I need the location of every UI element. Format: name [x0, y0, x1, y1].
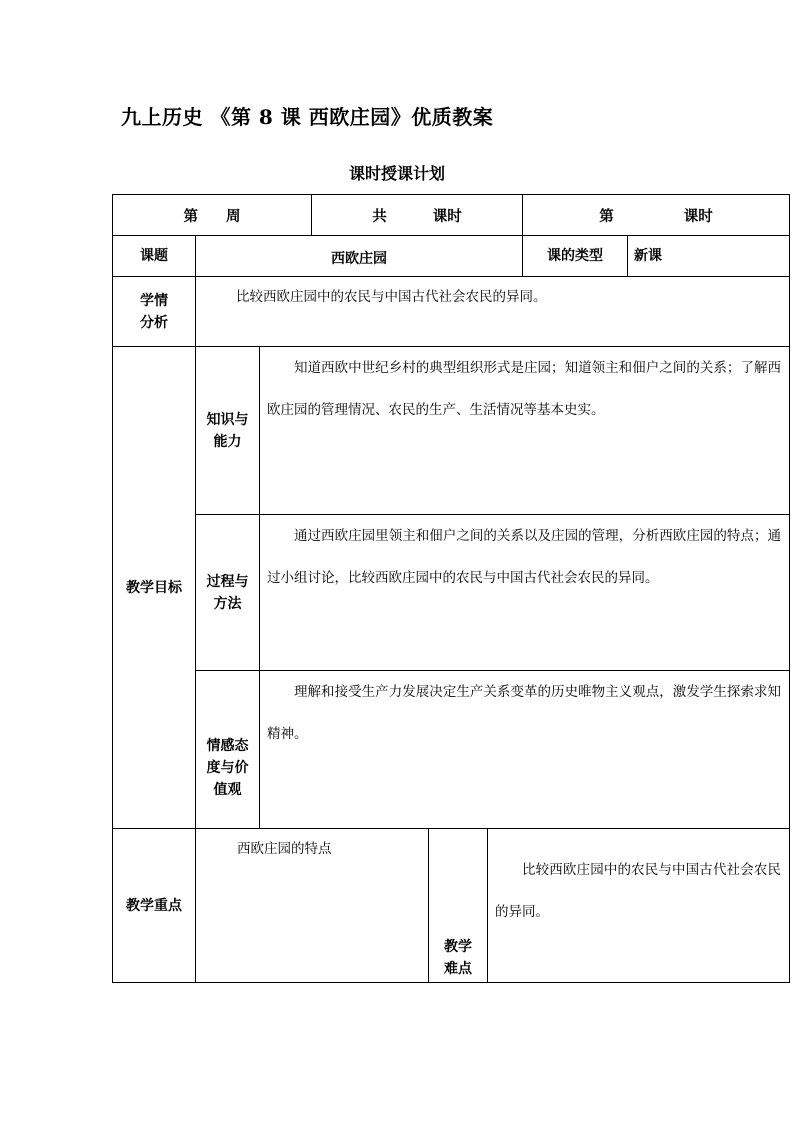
- analysis-text: 比较西欧庄园中的农民与中国古代社会农民的异同。: [236, 289, 547, 305]
- lesson-prefix: 第: [599, 207, 614, 225]
- analysis-label: [112, 276, 196, 347]
- objectives-label: 教学目标: [112, 346, 196, 829]
- plan-title: 课时授课计划: [348, 164, 445, 183]
- difficult-points-text: 比较西欧庄园中的农民与中国古代社会农民的异同。: [495, 862, 781, 920]
- key-points-label: 教学重点: [112, 828, 196, 983]
- analysis-label-line1: 学情: [140, 292, 168, 309]
- objective-label-line2: 方法: [213, 595, 242, 612]
- objective-label-line1: 情感态: [206, 737, 249, 754]
- total-suffix: 课时: [432, 207, 462, 225]
- objective-process-label: [195, 514, 260, 671]
- lesson-type-value: 新课: [627, 235, 790, 277]
- document-title: 九上历史 《第 8 课 西欧庄园》优质教案: [121, 105, 494, 129]
- objective-label-line2: 能力: [213, 433, 242, 450]
- objective-knowledge-label: [195, 346, 260, 515]
- objective-label-line2: 度与价: [206, 759, 249, 776]
- key-points-cell: [195, 828, 429, 983]
- topic-label: 课题: [112, 235, 196, 277]
- objective-label-line1: 知识与: [206, 411, 249, 428]
- objective-process-cell: [259, 514, 790, 671]
- analysis-cell: [195, 276, 790, 347]
- objective-label-line3: 值观: [213, 781, 242, 798]
- objective-emotion-text: 理解和接受生产力发展决定生产关系变革的历史唯物主义观点，激发学生探索求知精神。: [267, 684, 781, 742]
- objective-emotion-label: [195, 670, 260, 829]
- lesson-suffix: 课时: [683, 207, 713, 225]
- week-suffix: 周: [226, 207, 241, 225]
- difficult-points-cell: [487, 828, 790, 983]
- difficult-label-line1: 教学: [444, 939, 472, 955]
- analysis-label-line2: 分析: [140, 314, 168, 331]
- difficult-points-label: [428, 828, 488, 983]
- objective-knowledge-cell: [259, 346, 790, 515]
- week-prefix: 第: [183, 207, 198, 225]
- lesson-type-label: 课的类型: [522, 235, 628, 277]
- total-lessons-cell: [311, 194, 523, 236]
- key-points-text: 西欧庄园的特点: [237, 841, 332, 857]
- objective-process-text: 通过西欧庄园里领主和佃户之间的关系以及庄园的管理，分析西欧庄园的特点；通过小组讨论，比较西欧庄园中的农民与中国古代社会农民的异同。: [267, 528, 781, 586]
- topic-value: 西欧庄园: [195, 235, 523, 277]
- total-prefix: 共: [372, 207, 387, 225]
- objective-label-line1: 过程与: [206, 573, 249, 590]
- objective-emotion-cell: [259, 670, 790, 829]
- week-cell: [112, 194, 312, 236]
- lesson-number-cell: [522, 194, 790, 236]
- difficult-label-line2: 难点: [444, 961, 472, 977]
- objective-knowledge-text: 知道西欧中世纪乡村的典型组织形式是庄园；知道领主和佃户之间的关系；了解西欧庄园的管理情况、农民的生产、生活情况等基本史实。: [267, 360, 781, 418]
